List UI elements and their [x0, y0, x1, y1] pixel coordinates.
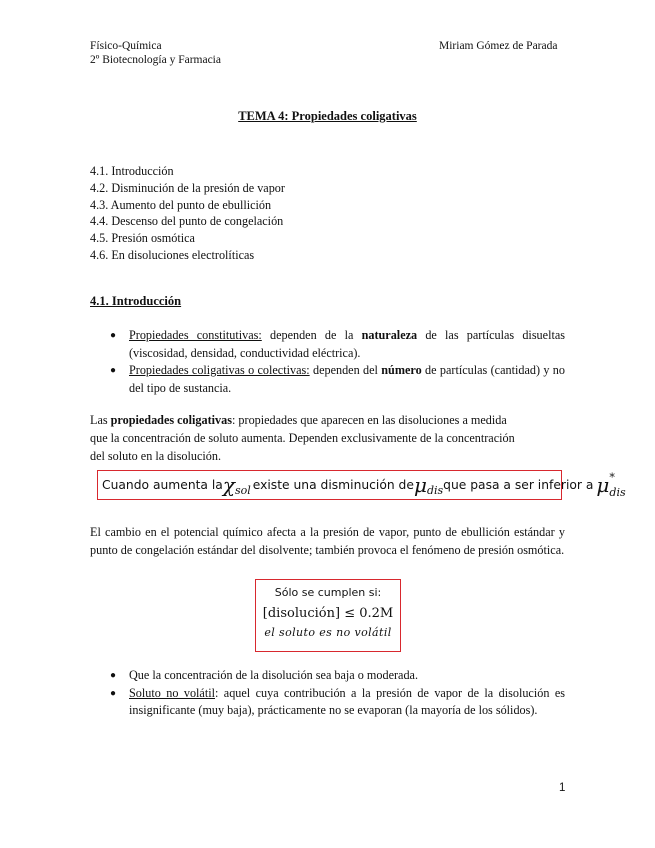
list-item: [110, 667, 565, 685]
text: que la concentración de soluto aumenta. Dependen exclusivamente de la concentración: [90, 430, 515, 445]
paragraph-definition: [90, 412, 565, 465]
text: dependen de la: [261, 328, 362, 342]
toc-item: 4.1. Introducción: [90, 164, 174, 178]
text: existe una disminución de: [252, 478, 414, 492]
text: dependen del: [309, 363, 382, 378]
text: de partículas (cantidad) y no del tipo de sustancia.: [129, 363, 565, 395]
toc-item: 4.4. Descenso del punto de congelación: [90, 214, 284, 229]
conditions-box: [255, 579, 401, 652]
conditions-formula: [disolución] ≤ 0.2M: [262, 606, 394, 621]
list-item: [110, 685, 565, 720]
term: Propiedades constitutivas:: [129, 328, 262, 342]
bullet-icon: ●: [110, 687, 117, 699]
header-course: 2º Biotecnología y Farmacia: [90, 54, 221, 66]
mu-star-subscript: dis: [609, 486, 626, 499]
text: Que la concentración de la disolución sea baja o moderada.: [129, 668, 418, 682]
bold-term: naturaleza: [361, 328, 418, 342]
text: Cuando aumenta la: [102, 478, 223, 492]
text: del soluto en la disolución.: [90, 448, 221, 463]
properties-list: [110, 327, 565, 397]
toc-item: 4.5. Presión osmótica: [90, 231, 195, 246]
mu-star-symbol: μ: [596, 473, 610, 497]
section-heading: 4.1. Introducción: [90, 294, 182, 308]
highlight-box-chemical-potential: [97, 470, 626, 500]
page-number: 1: [559, 782, 566, 794]
mu-symbol: μ: [413, 473, 427, 497]
term: Propiedades coligativas o colectivas:: [129, 363, 310, 378]
header-left: [90, 39, 221, 67]
text: Las: [90, 413, 111, 427]
text: : propiedades que aparecen en las disoluciones a medida: [231, 413, 507, 427]
mu-superscript: *: [609, 471, 615, 484]
conditions-title: Sólo se cumplen si:: [274, 586, 382, 599]
chi-symbol: χ: [222, 473, 235, 497]
header-author: Miriam Gómez de Parada: [439, 40, 558, 52]
list-item: [110, 362, 565, 397]
conditions-list: [110, 667, 565, 720]
list-item: [110, 327, 565, 362]
text: de las partículas disueltas (viscosidad, densidad, conductividad eléctrica).: [129, 328, 565, 360]
paragraph-effects: El cambio en el potencial químico afecta a la presión de vapor, punto de ebullición estándar y punto de congelación estándar del disolvente; también provoca el fenómeno de presión osmótica.: [90, 525, 565, 557]
term: Soluto no volátil: [129, 685, 215, 700]
toc-item: 4.6. En disoluciones electrolíticas: [90, 247, 255, 262]
mu-subscript: dis: [426, 483, 444, 497]
header-subject: Físico-Química: [90, 40, 162, 52]
bullet-icon: ●: [110, 670, 117, 681]
page-title: TEMA 4: Propiedades coligativas: [238, 109, 417, 123]
toc-item: 4.3. Aumento del punto de ebullición: [90, 197, 272, 212]
bold-term: propiedades coligativas: [110, 413, 232, 427]
chi-subscript: sol: [234, 483, 251, 497]
bullet-icon: ●: [110, 365, 117, 377]
bullet-icon: ●: [110, 330, 117, 341]
table-of-contents: [90, 163, 285, 264]
conditions-note: el soluto es no volátil: [264, 626, 392, 639]
toc-item: 4.2. Disminución de la presión de vapor: [90, 180, 285, 195]
bold-term: número: [381, 363, 422, 378]
text: que pasa a ser inferior a: [443, 478, 594, 492]
text: : aquel cuya contribución a la presión de vapor de la disolución es insignificante (muy baja), prácticamente no se evaporan (la mayoría de los sólidos).: [129, 685, 565, 718]
